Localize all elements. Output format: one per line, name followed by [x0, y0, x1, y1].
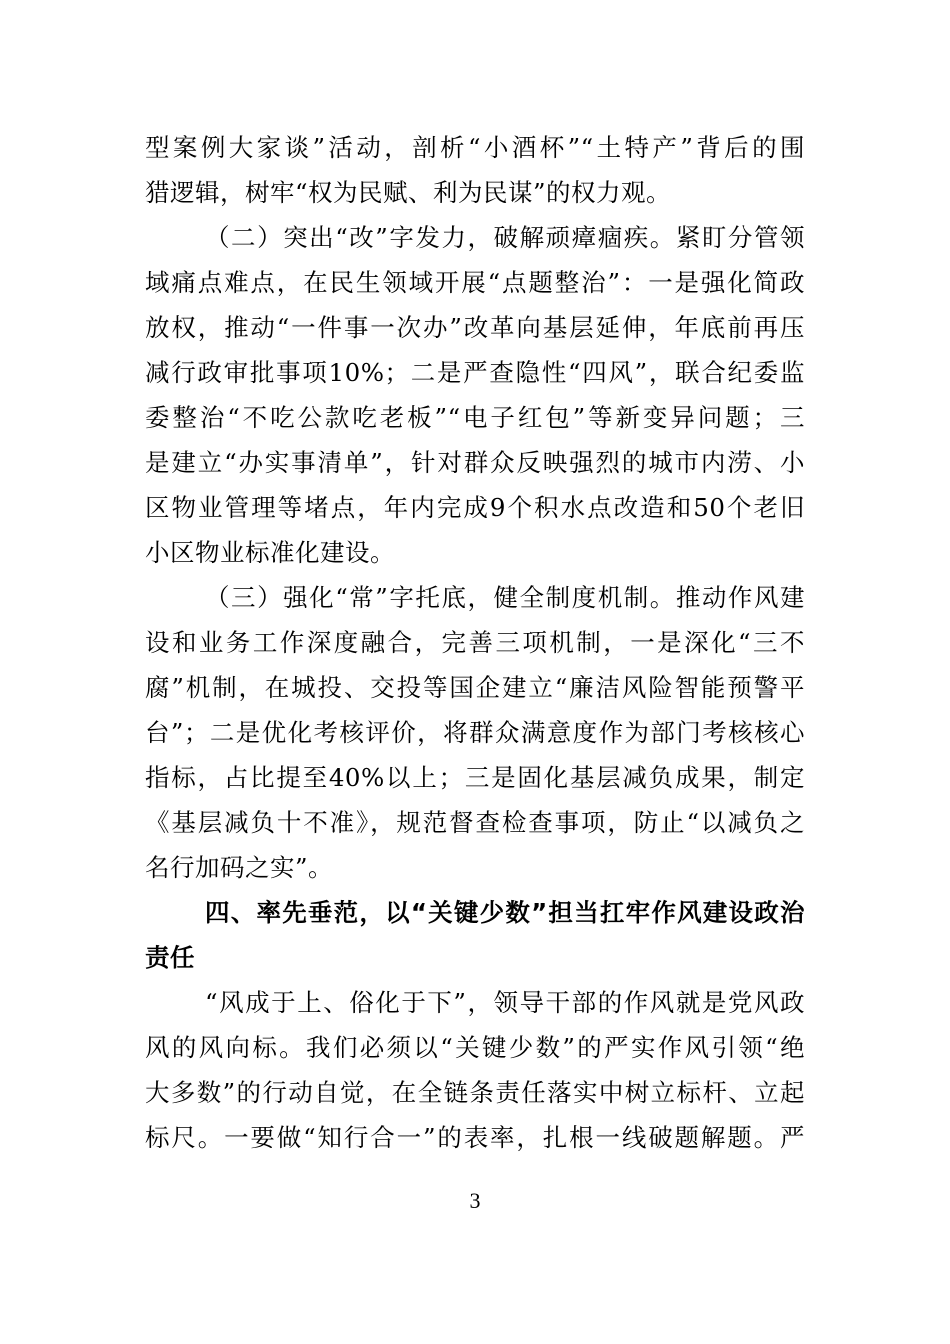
text-line: 风的风向标。我们必须以“关键少数”的严实作风引领“绝 [145, 1033, 805, 1062]
text-line: 委整治“不吃公款吃老板”“电子红包”等新变异问题；三 [145, 403, 805, 432]
text-line: 台”；二是优化考核评价，将群众满意度作为部门考核核心 [145, 718, 805, 747]
heading-line: 四、率先垂范，以“关键少数”担当扛牢作风建设政治 [205, 898, 805, 927]
text-line: “风成于上、俗化于下”，领导干部的作风就是党风政 [205, 988, 805, 1017]
text-line: 放权，推动“一件事一次办”改革向基层延伸，年底前再压 [145, 313, 805, 342]
text-line: 减行政审批事项10%；二是严查隐性“四风”，联合纪委监 [145, 358, 805, 387]
text-line: 名行加码之实”。 [145, 853, 334, 882]
text-line: 区物业管理等堵点，年内完成9个积水点改造和50个老旧 [145, 493, 805, 522]
text-line: 设和业务工作深度融合，完善三项机制，一是深化“三不 [145, 628, 805, 657]
text-line: （二）突出“改”字发力，破解顽瘴痼疾。紧盯分管领 [205, 223, 805, 252]
text-line: 小区物业标准化建设。 [145, 538, 395, 567]
text-line: 指标，占比提至40%以上；三是固化基层减负成果，制定 [145, 763, 805, 792]
text-line: 大多数”的行动自觉，在全链条责任落实中树立标杆、立起 [145, 1078, 805, 1107]
text-line: 型案例大家谈”活动，剖析“小酒杯”“土特产”背后的围 [145, 133, 805, 162]
text-line: 是建立“办实事清单”，针对群众反映强烈的城市内涝、小 [145, 448, 805, 477]
text-line: （三）强化“常”字托底，健全制度机制。推动作风建 [205, 583, 805, 612]
text-line: 标尺。一要做“知行合一”的表率，扎根一线破题解题。严 [145, 1123, 805, 1152]
text-line: 域痛点难点，在民生领域开展“点题整治”：一是强化简政 [145, 268, 805, 297]
page-number: 3 [469, 1188, 481, 1213]
text-line: 腐”机制，在城投、交投等国企建立“廉洁风险智能预警平 [145, 673, 805, 702]
heading-line: 责任 [145, 943, 195, 972]
text-line: 《基层减负十不准》，规范督查检查事项，防止“以减负之 [145, 808, 805, 837]
text-line: 猎逻辑，树牢“权为民赋、利为民谋”的权力观。 [145, 178, 672, 207]
